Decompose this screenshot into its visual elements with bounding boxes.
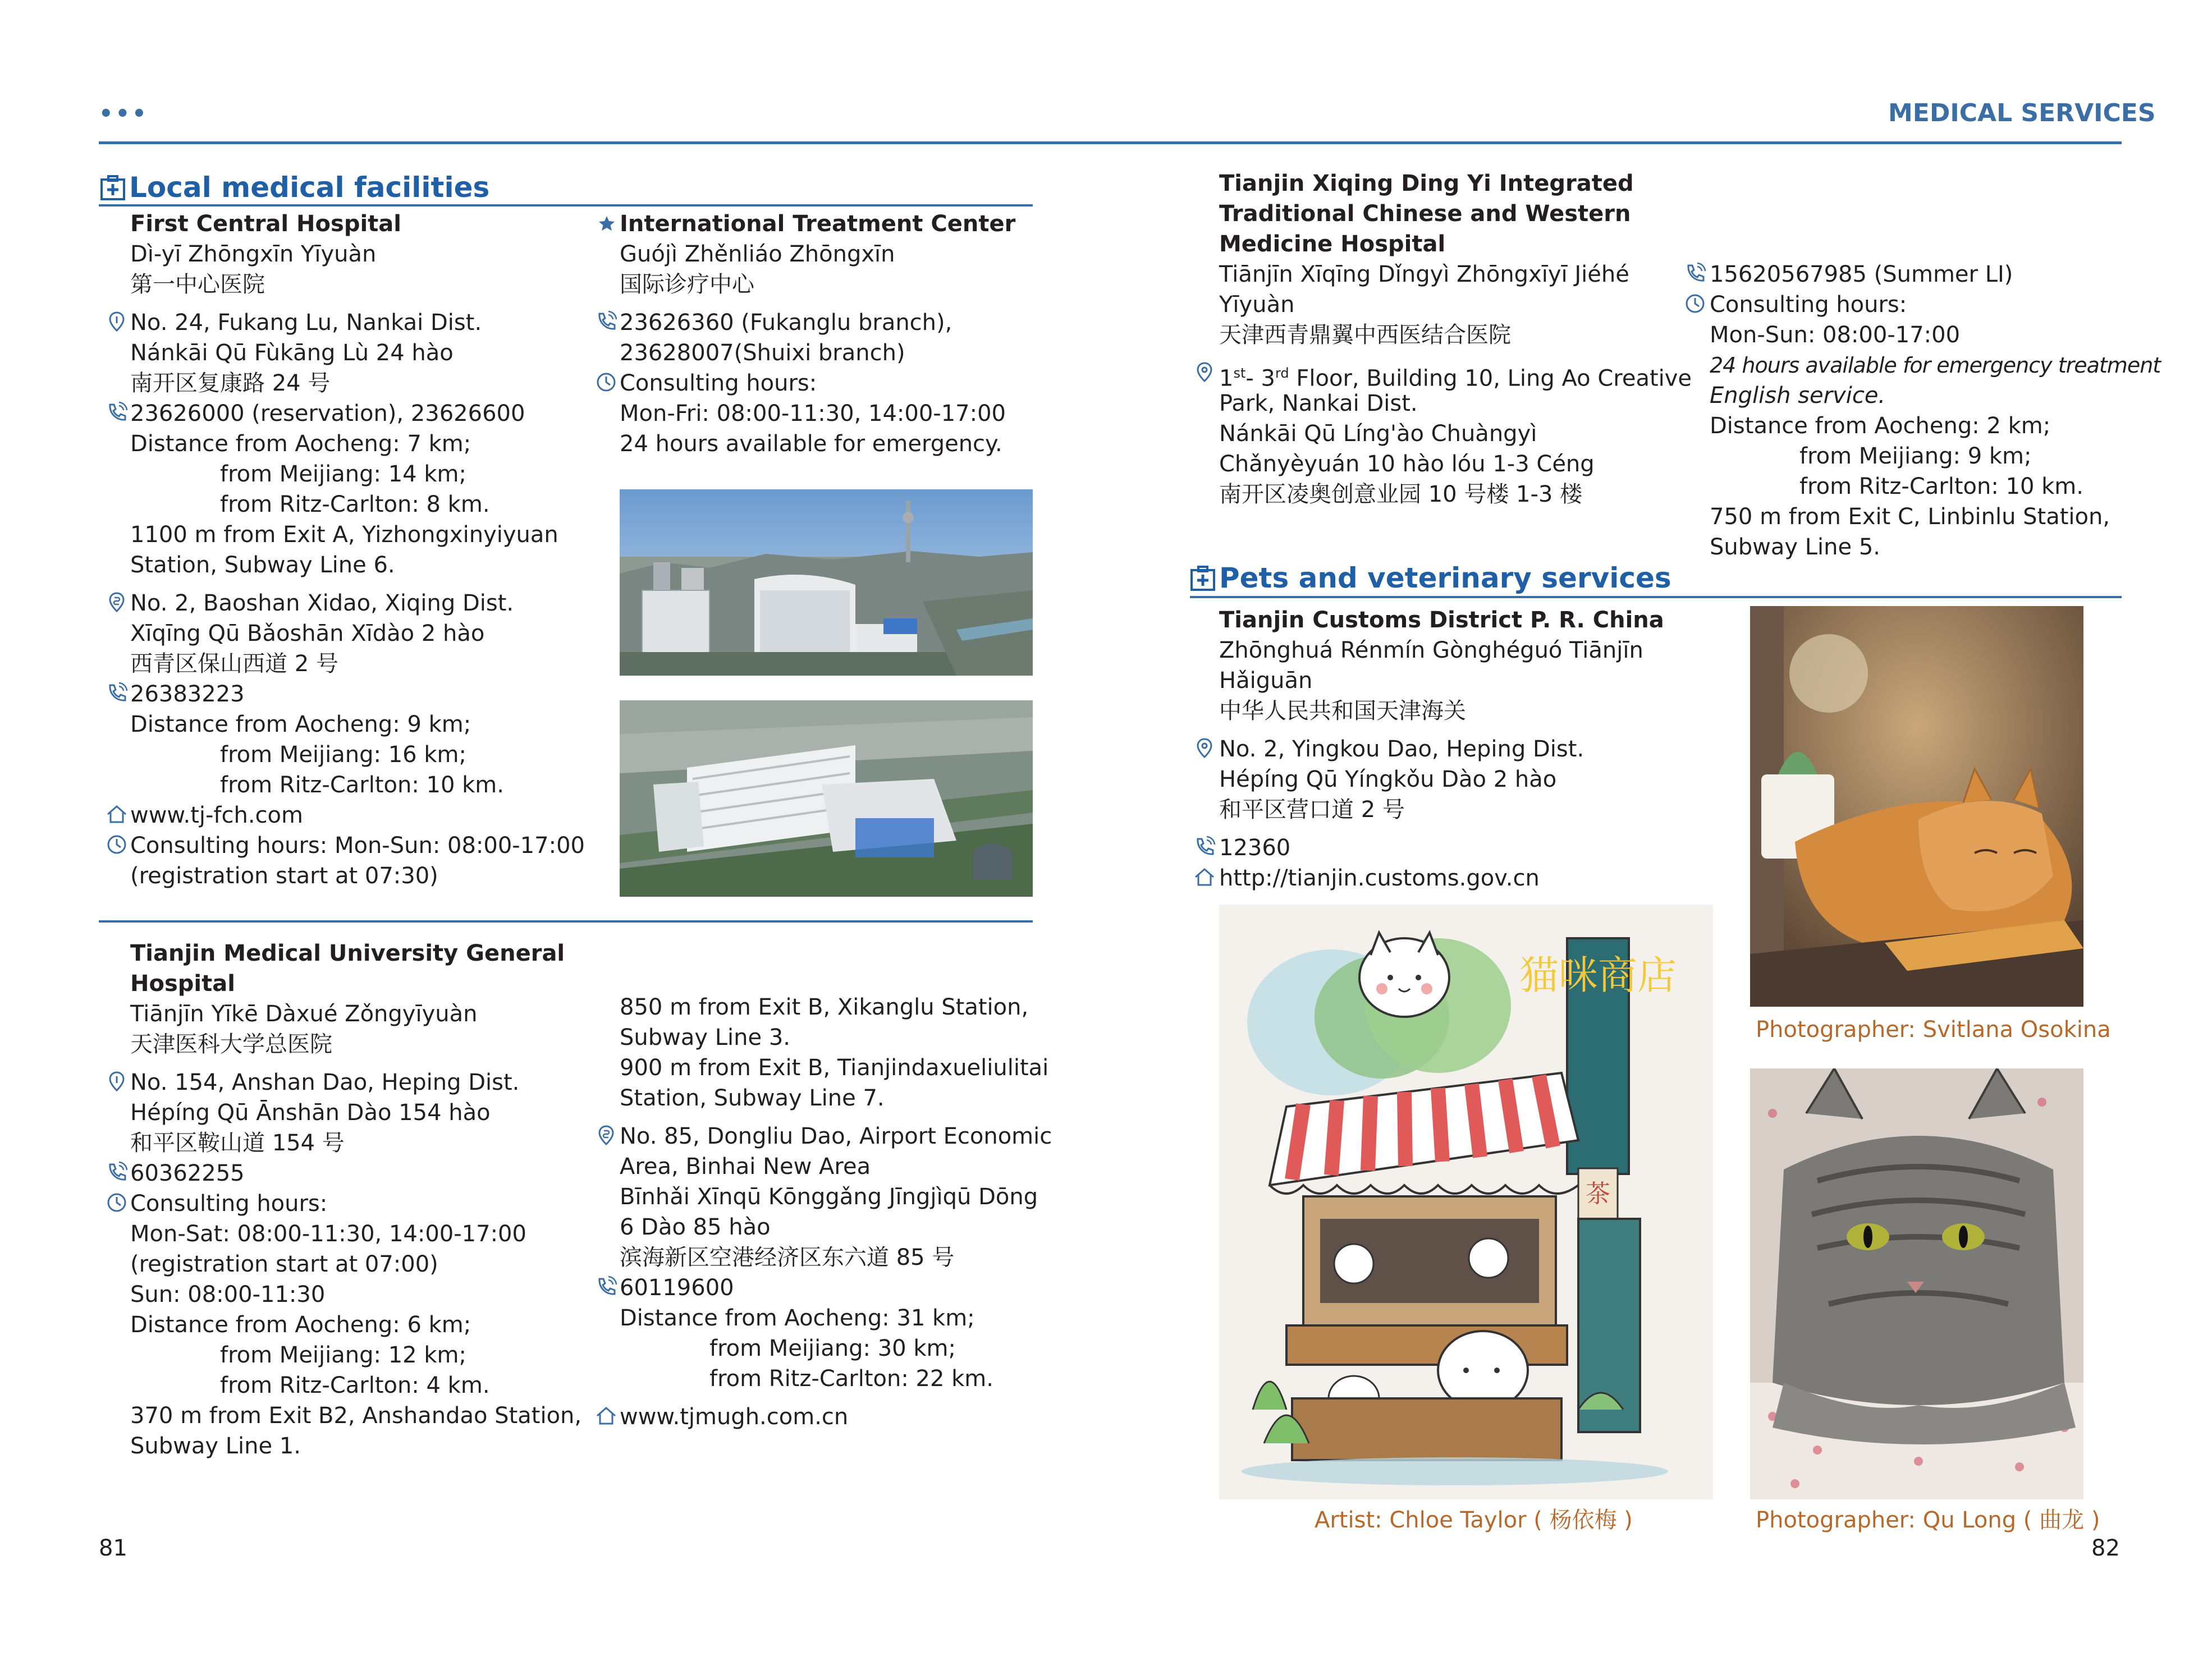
subway-exit-line: 750 m from Exit C, Linbinlu Station,	[1710, 504, 2110, 530]
hours-line: Mon-Sat: 08:00-11:30, 14:00-17:00	[130, 1221, 526, 1247]
subway-exit-line: Station, Subway Line 7.	[620, 1085, 885, 1111]
address-line: Bīnhǎi Xīnqū Kōnggǎng Jīngjìqū Dōng	[620, 1184, 1038, 1210]
service-note: English service.	[1710, 383, 1886, 409]
phone-icon	[106, 1161, 128, 1183]
hospital-pinyin: Tiānjīn Xīqīng Dǐngyì Zhōngxīyī Jiéhé	[1219, 261, 1629, 287]
orange-cat-photo	[1750, 606, 2083, 1007]
pets-heading: Pets and veterinary services	[1219, 562, 1671, 594]
header-section-title: MEDICAL SERVICES	[1888, 99, 2156, 127]
distance-line: from Meijiang: 12 km;	[220, 1342, 466, 1368]
hours-line: (registration start at 07:00)	[130, 1251, 438, 1277]
header-dots: •••	[99, 101, 149, 127]
service-note: 24 hours available for emergency treatment	[1710, 353, 2161, 378]
subway-exit-line: Station, Subway Line 6.	[130, 552, 395, 578]
customs-name: Tianjin Customs District P. R. China	[1219, 607, 1664, 633]
distance-line: Distance from Aocheng: 7 km;	[130, 431, 471, 457]
hours-line: Consulting hours:	[1710, 292, 1907, 318]
star-icon	[598, 215, 615, 232]
subway-exit-line: Subway Line 5.	[1710, 534, 1880, 560]
phone-number: 23626000 (reservation), 23626600	[130, 401, 525, 426]
hospital-chinese: 国际诊疗中心	[620, 272, 754, 297]
hospital-name: Tianjin Xiqing Ding Yi Integrated	[1219, 171, 1634, 196]
address-line: Chǎnyèyuán 10 hào lóu 1-3 Céng	[1219, 451, 1595, 477]
phone-number: 15620567985 (Summer LI)	[1710, 261, 2013, 287]
address-line: No. 24, Fukang Lu, Nankai Dist.	[130, 310, 482, 336]
illustration-caption: Artist: Chloe Taylor ( 杨依梅 )	[1315, 1507, 1633, 1533]
medical-cross-icon	[1190, 566, 1216, 591]
distance-line: from Meijiang: 16 km;	[220, 742, 466, 768]
hospital-name: Hospital	[130, 971, 235, 997]
address-line: Xīqīng Qū Bǎoshān Xīdào 2 hào	[130, 621, 485, 646]
address-line: 和平区营口道 2 号	[1219, 797, 1405, 823]
location-pin-icon	[106, 591, 128, 613]
medical-cross-icon	[100, 175, 126, 201]
location-pin-icon	[595, 1124, 617, 1146]
photo-caption: Photographer: Svitlana Osokina	[1756, 1017, 2111, 1043]
clock-icon	[1684, 292, 1706, 315]
distance-line: from Ritz-Carlton: 22 km.	[709, 1366, 993, 1392]
distance-line: from Ritz-Carlton: 4 km.	[220, 1373, 490, 1398]
distance-line: from Meijiang: 30 km;	[709, 1336, 956, 1361]
customs-pinyin: Zhōnghuá Rénmín Gònghéguó Tiānjīn	[1219, 637, 1643, 663]
address-line: 和平区鞍山道 154 号	[130, 1130, 345, 1156]
hospital-aerial-photo-campus	[620, 700, 1033, 897]
clock-icon	[595, 371, 617, 393]
floor-suffix: rd	[1275, 365, 1289, 381]
hospital-name: Medicine Hospital	[1219, 231, 1446, 257]
subway-exit-line: Subway Line 3.	[620, 1025, 790, 1050]
hospital-name: First Central Hospital	[130, 211, 401, 237]
distance-line: from Ritz-Carlton: 10 km.	[220, 772, 504, 798]
address-line: Nánkāi Qū Líng'ào Chuàngyì	[1219, 421, 1537, 447]
address-line: 滨海新区空港经济区东六道 85 号	[620, 1245, 955, 1270]
header-rule	[99, 141, 2122, 144]
address-line: Hépíng Qū Yíngkǒu Dào 2 hào	[1219, 767, 1557, 792]
distance-line: from Ritz-Carlton: 8 km.	[220, 492, 490, 517]
hours-line: Consulting hours:	[130, 1191, 328, 1217]
floor-number: 1	[1219, 365, 1234, 392]
subway-exit-line: 370 m from Exit B2, Anshandao Station,	[130, 1403, 582, 1429]
hospital-pinyin: Yīyuàn	[1219, 292, 1295, 318]
address-text: Floor, Building 10, Ling Ao Creative	[1289, 365, 1692, 392]
hospital-name: Traditional Chinese and Western	[1219, 201, 1631, 227]
hospital-chinese: 天津医科大学总医院	[130, 1031, 332, 1057]
location-pin-icon	[1193, 361, 1216, 383]
distance-line: Distance from Aocheng: 2 km;	[1710, 413, 2051, 439]
hours-line: 24 hours available for emergency.	[620, 431, 1002, 457]
hospital-pinyin: Guójì Zhěnliáo Zhōngxīn	[620, 241, 895, 267]
hospital-pinyin: Tiānjīn Yīkē Dàxué Zǒngyīyuàn	[130, 1001, 478, 1027]
phone-icon	[595, 310, 617, 333]
page-number-right: 82	[2091, 1535, 2120, 1561]
shop-tag: 茶	[1586, 1180, 1610, 1208]
local-facilities-heading: Local medical facilities	[129, 171, 490, 204]
location-pin-icon	[106, 1070, 128, 1093]
floor-range: - 3	[1245, 365, 1275, 392]
subway-exit-line: 850 m from Exit B, Xikanglu Station,	[620, 994, 1029, 1020]
cat-shop-illustration	[1219, 905, 1713, 1499]
hospital-pinyin: Dì-yī Zhōngxīn Yīyuàn	[130, 241, 377, 267]
website-link[interactable]: http://tianjin.customs.gov.cn	[1219, 865, 1540, 891]
subway-exit-line: 900 m from Exit B, Tianjindaxueliulitai	[620, 1055, 1049, 1081]
photo-caption: Photographer: Qu Long ( 曲龙 )	[1756, 1507, 2100, 1533]
address-line: No. 2, Baoshan Xidao, Xiqing Dist.	[130, 590, 514, 616]
hours-line: Consulting hours:	[620, 370, 817, 396]
distance-line: Distance from Aocheng: 6 km;	[130, 1312, 471, 1338]
hours-line: Mon-Fri: 08:00-11:30, 14:00-17:00	[620, 401, 1006, 426]
customs-pinyin: Hǎiguān	[1219, 668, 1313, 694]
hours-line: Sun: 08:00-11:30	[130, 1282, 326, 1307]
website-link[interactable]: www.tjmugh.com.cn	[620, 1404, 849, 1430]
tabby-cat-photo	[1750, 1068, 2083, 1499]
hospital-chinese: 天津西青鼎翼中西医结合医院	[1219, 322, 1511, 348]
hours-line: (registration start at 07:30)	[130, 863, 438, 889]
distance-line: Distance from Aocheng: 9 km;	[130, 712, 471, 737]
address-line: No. 2, Yingkou Dao, Heping Dist.	[1219, 736, 1584, 762]
section-rule	[1190, 596, 2122, 598]
distance-line: from Meijiang: 14 km;	[220, 461, 466, 487]
hospital-aerial-photo-city	[620, 489, 1033, 676]
clock-icon	[106, 833, 128, 856]
hospital-name: International Treatment Center	[620, 211, 1016, 237]
floor-suffix: st	[1233, 365, 1246, 381]
section-rule	[99, 204, 1033, 207]
address-line: No. 85, Dongliu Dao, Airport Economic	[620, 1123, 1052, 1149]
phone-number: 23626360 (Fukanglu branch),	[620, 310, 952, 336]
phone-number: 60362255	[130, 1160, 245, 1186]
customs-chinese: 中华人民共和国天津海关	[1219, 698, 1466, 724]
hospital-chinese: 第一中心医院	[130, 272, 265, 297]
home-icon	[595, 1405, 617, 1427]
address-line: Nánkāi Qū Fùkāng Lù 24 hào	[130, 340, 454, 366]
clock-icon	[106, 1191, 128, 1214]
phone-icon	[1684, 262, 1706, 285]
website-link[interactable]: www.tj-fch.com	[130, 802, 303, 828]
divider-rule	[99, 920, 1033, 923]
address-line: 南开区复康路 24 号	[130, 370, 331, 396]
hospital-name: Tianjin Medical University General	[130, 940, 565, 966]
phone-icon	[106, 401, 128, 424]
shop-sign-char-1: 猫咪商店	[1519, 952, 1677, 998]
subway-exit-line: Subway Line 1.	[130, 1433, 301, 1459]
distance-line: Distance from Aocheng: 31 km;	[620, 1305, 975, 1331]
home-icon	[106, 803, 128, 825]
phone-number: 12360	[1219, 835, 1291, 861]
address-line: 6 Dào 85 hào	[620, 1214, 771, 1240]
page-number-left: 81	[99, 1535, 127, 1561]
location-pin-icon	[106, 310, 128, 333]
home-icon	[1193, 866, 1216, 888]
distance-line: from Meijiang: 9 km;	[1799, 443, 2032, 469]
address-line: 西青区保山西道 2 号	[130, 651, 338, 677]
address-line: Hépíng Qū Ānshān Dào 154 hào	[130, 1100, 491, 1126]
phone-number: 26383223	[130, 681, 245, 707]
phone-icon	[106, 682, 128, 704]
address-line: Park, Nankai Dist.	[1219, 391, 1418, 416]
phone-icon	[595, 1276, 617, 1298]
address-line: Area, Binhai New Area	[620, 1154, 871, 1180]
subway-exit-line: 1100 m from Exit A, Yizhongxinyiyuan	[130, 522, 558, 548]
phone-icon	[1193, 836, 1216, 858]
distance-line: from Ritz-Carlton: 10 km.	[1799, 474, 2083, 499]
address-line: 南开区凌奥创意业园 10 号楼 1-3 楼	[1219, 481, 1583, 507]
phone-number: 23628007(Shuixi branch)	[620, 340, 905, 366]
hours-line: Mon-Sun: 08:00-17:00	[1710, 322, 1961, 348]
phone-number: 60119600	[620, 1275, 734, 1301]
location-pin-icon	[1193, 737, 1216, 759]
hours-line: Consulting hours: Mon-Sun: 08:00-17:00	[130, 833, 585, 859]
address-line: No. 154, Anshan Dao, Heping Dist.	[130, 1070, 520, 1095]
